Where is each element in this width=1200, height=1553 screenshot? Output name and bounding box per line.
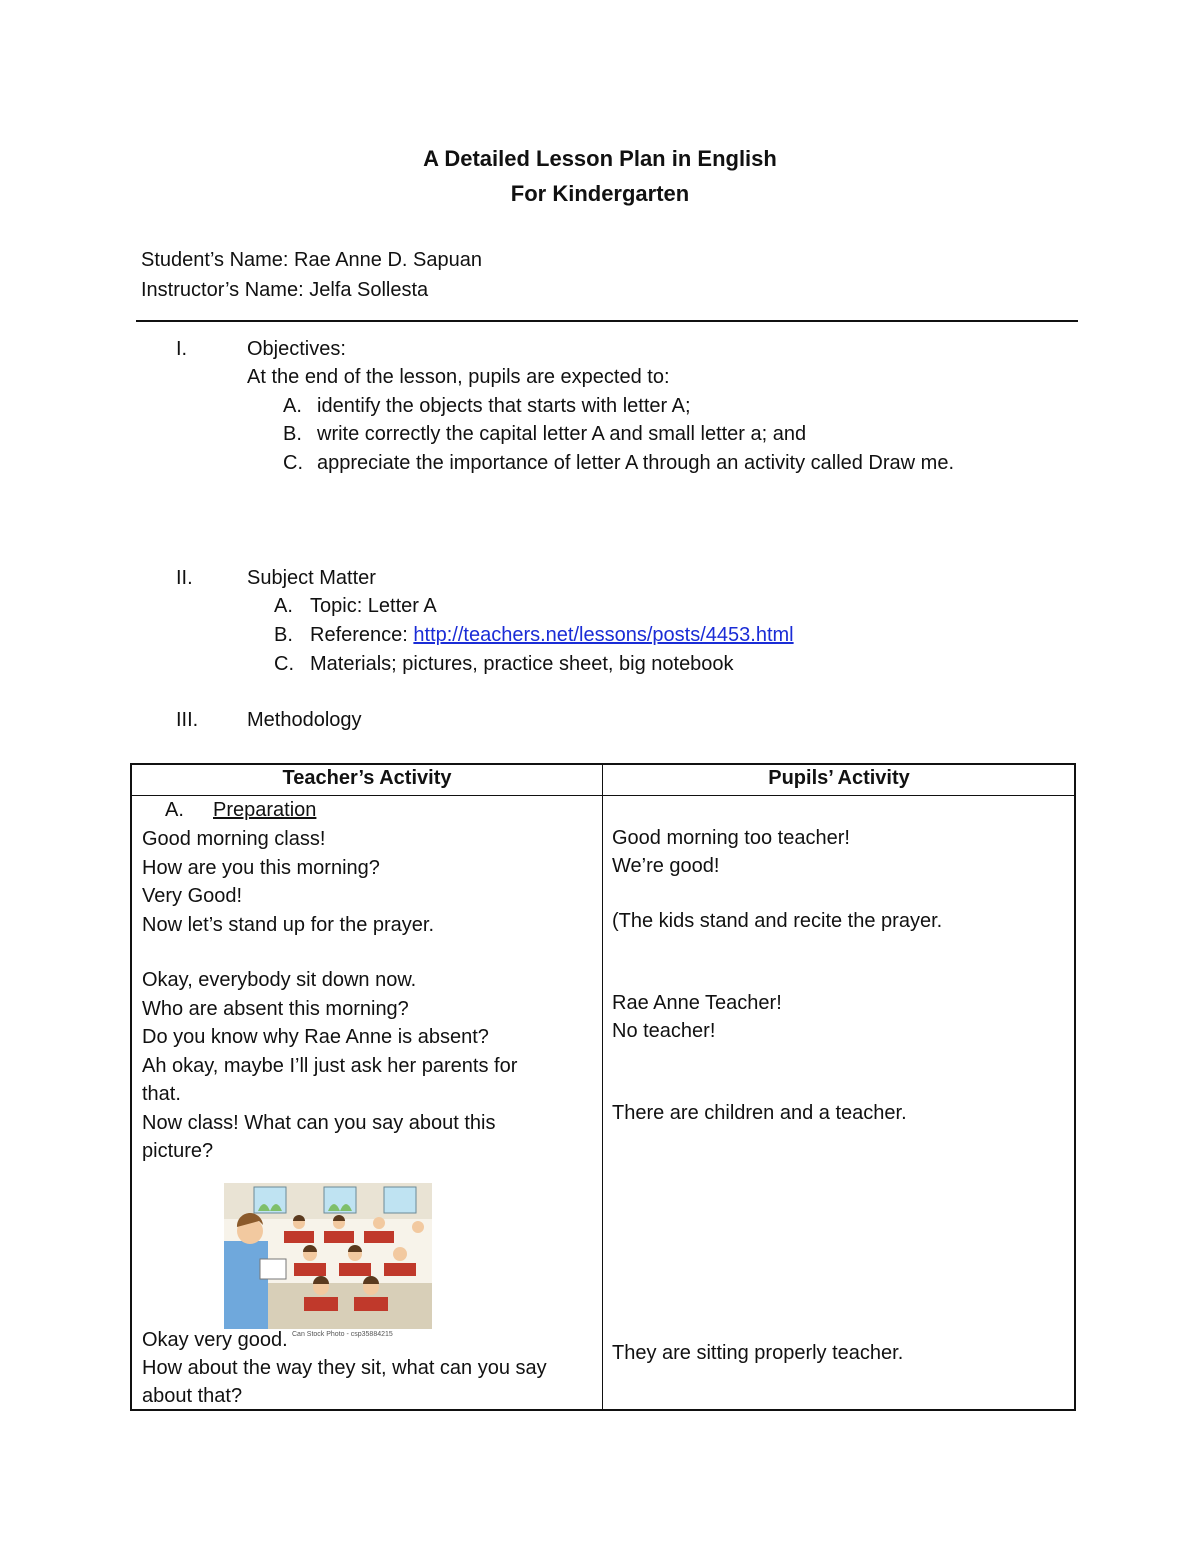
topic-letter: A. <box>274 595 293 617</box>
reference-link[interactable]: http://teachers.net/lessons/posts/4453.html <box>413 624 794 646</box>
objective-letter: C. <box>283 452 303 474</box>
teacher-line: Okay very good. <box>142 1329 288 1351</box>
objective-text: appreciate the importance of letter A through an activity called Draw me. <box>317 452 955 474</box>
subject-matter-title: Subject Matter <box>247 567 376 589</box>
pupil-line: Rae Anne Teacher! <box>612 992 782 1014</box>
reference-label: Reference: <box>310 624 414 646</box>
objective-letter: A. <box>283 395 302 417</box>
objectives-numeral: I. <box>176 338 188 360</box>
objectives-intro: At the end of the lesson, pupils are expected to: <box>247 366 670 388</box>
teacher-line: that. <box>142 1083 181 1105</box>
teacher-line: Okay, everybody sit down now. <box>142 969 417 991</box>
teacher-activity-header: Teacher’s Activity <box>282 767 452 789</box>
topic-text: Topic: Letter A <box>310 595 437 617</box>
teacher-line: How about the way they sit, what can you say <box>142 1357 547 1379</box>
pupil-line: Good morning too teacher! <box>612 827 850 849</box>
teacher-line: picture? <box>142 1140 214 1162</box>
student-name: Student’s Name: Rae Anne D. Sapuan <box>141 249 482 271</box>
pupil-line: There are children and a teacher. <box>612 1102 907 1124</box>
classroom-illustration <box>224 1183 432 1329</box>
methodology-title: Methodology <box>247 709 362 731</box>
objectives-title: Objectives: <box>247 338 346 360</box>
pupil-line: We’re good! <box>612 855 720 877</box>
teacher-line: Very Good! <box>142 885 243 907</box>
reference-letter: B. <box>274 624 293 646</box>
pupil-line: No teacher! <box>612 1020 716 1042</box>
methodology-numeral: III. <box>176 709 199 731</box>
pupil-line: (The kids stand and recite the prayer. <box>612 910 943 932</box>
teacher-line: How are you this morning? <box>142 857 380 879</box>
teacher-line: Ah okay, maybe I’ll just ask her parents for <box>142 1055 518 1077</box>
instructor-name: Instructor’s Name: Jelfa Sollesta <box>141 279 429 301</box>
activity-table <box>130 763 1076 1411</box>
objective-text: identify the objects that starts with letter A; <box>317 395 691 417</box>
preparation-letter: A. <box>165 799 184 821</box>
pupils-activity-header: Pupils’ Activity <box>768 767 910 789</box>
pupil-line: They are sitting properly teacher. <box>612 1342 904 1364</box>
table-column-divider <box>602 765 603 1409</box>
document-title: A Detailed Lesson Plan in English <box>423 146 777 171</box>
objective-letter: B. <box>283 423 302 445</box>
materials-text: Materials; pictures, practice sheet, big notebook <box>310 653 734 675</box>
subject-matter-numeral: II. <box>176 567 193 589</box>
teacher-line: Now let’s stand up for the prayer. <box>142 914 435 936</box>
table-header-divider <box>132 795 1074 796</box>
teacher-line: Good morning class! <box>142 828 326 850</box>
teacher-line: Now class! What can you say about this <box>142 1112 496 1134</box>
teacher-line: Who are absent this morning? <box>142 998 409 1020</box>
preparation-title: Preparation <box>213 799 317 821</box>
document-subtitle: For Kindergarten <box>510 181 690 206</box>
materials-letter: C. <box>274 653 294 675</box>
header-divider <box>136 320 1078 322</box>
teacher-line: Do you know why Rae Anne is absent? <box>142 1026 489 1048</box>
teacher-line: about that? <box>142 1385 243 1407</box>
objective-text: write correctly the capital letter A and small letter a; and <box>317 423 807 445</box>
reference-line <box>310 624 794 647</box>
image-caption: Can Stock Photo - csp35884215 <box>292 1331 393 1338</box>
